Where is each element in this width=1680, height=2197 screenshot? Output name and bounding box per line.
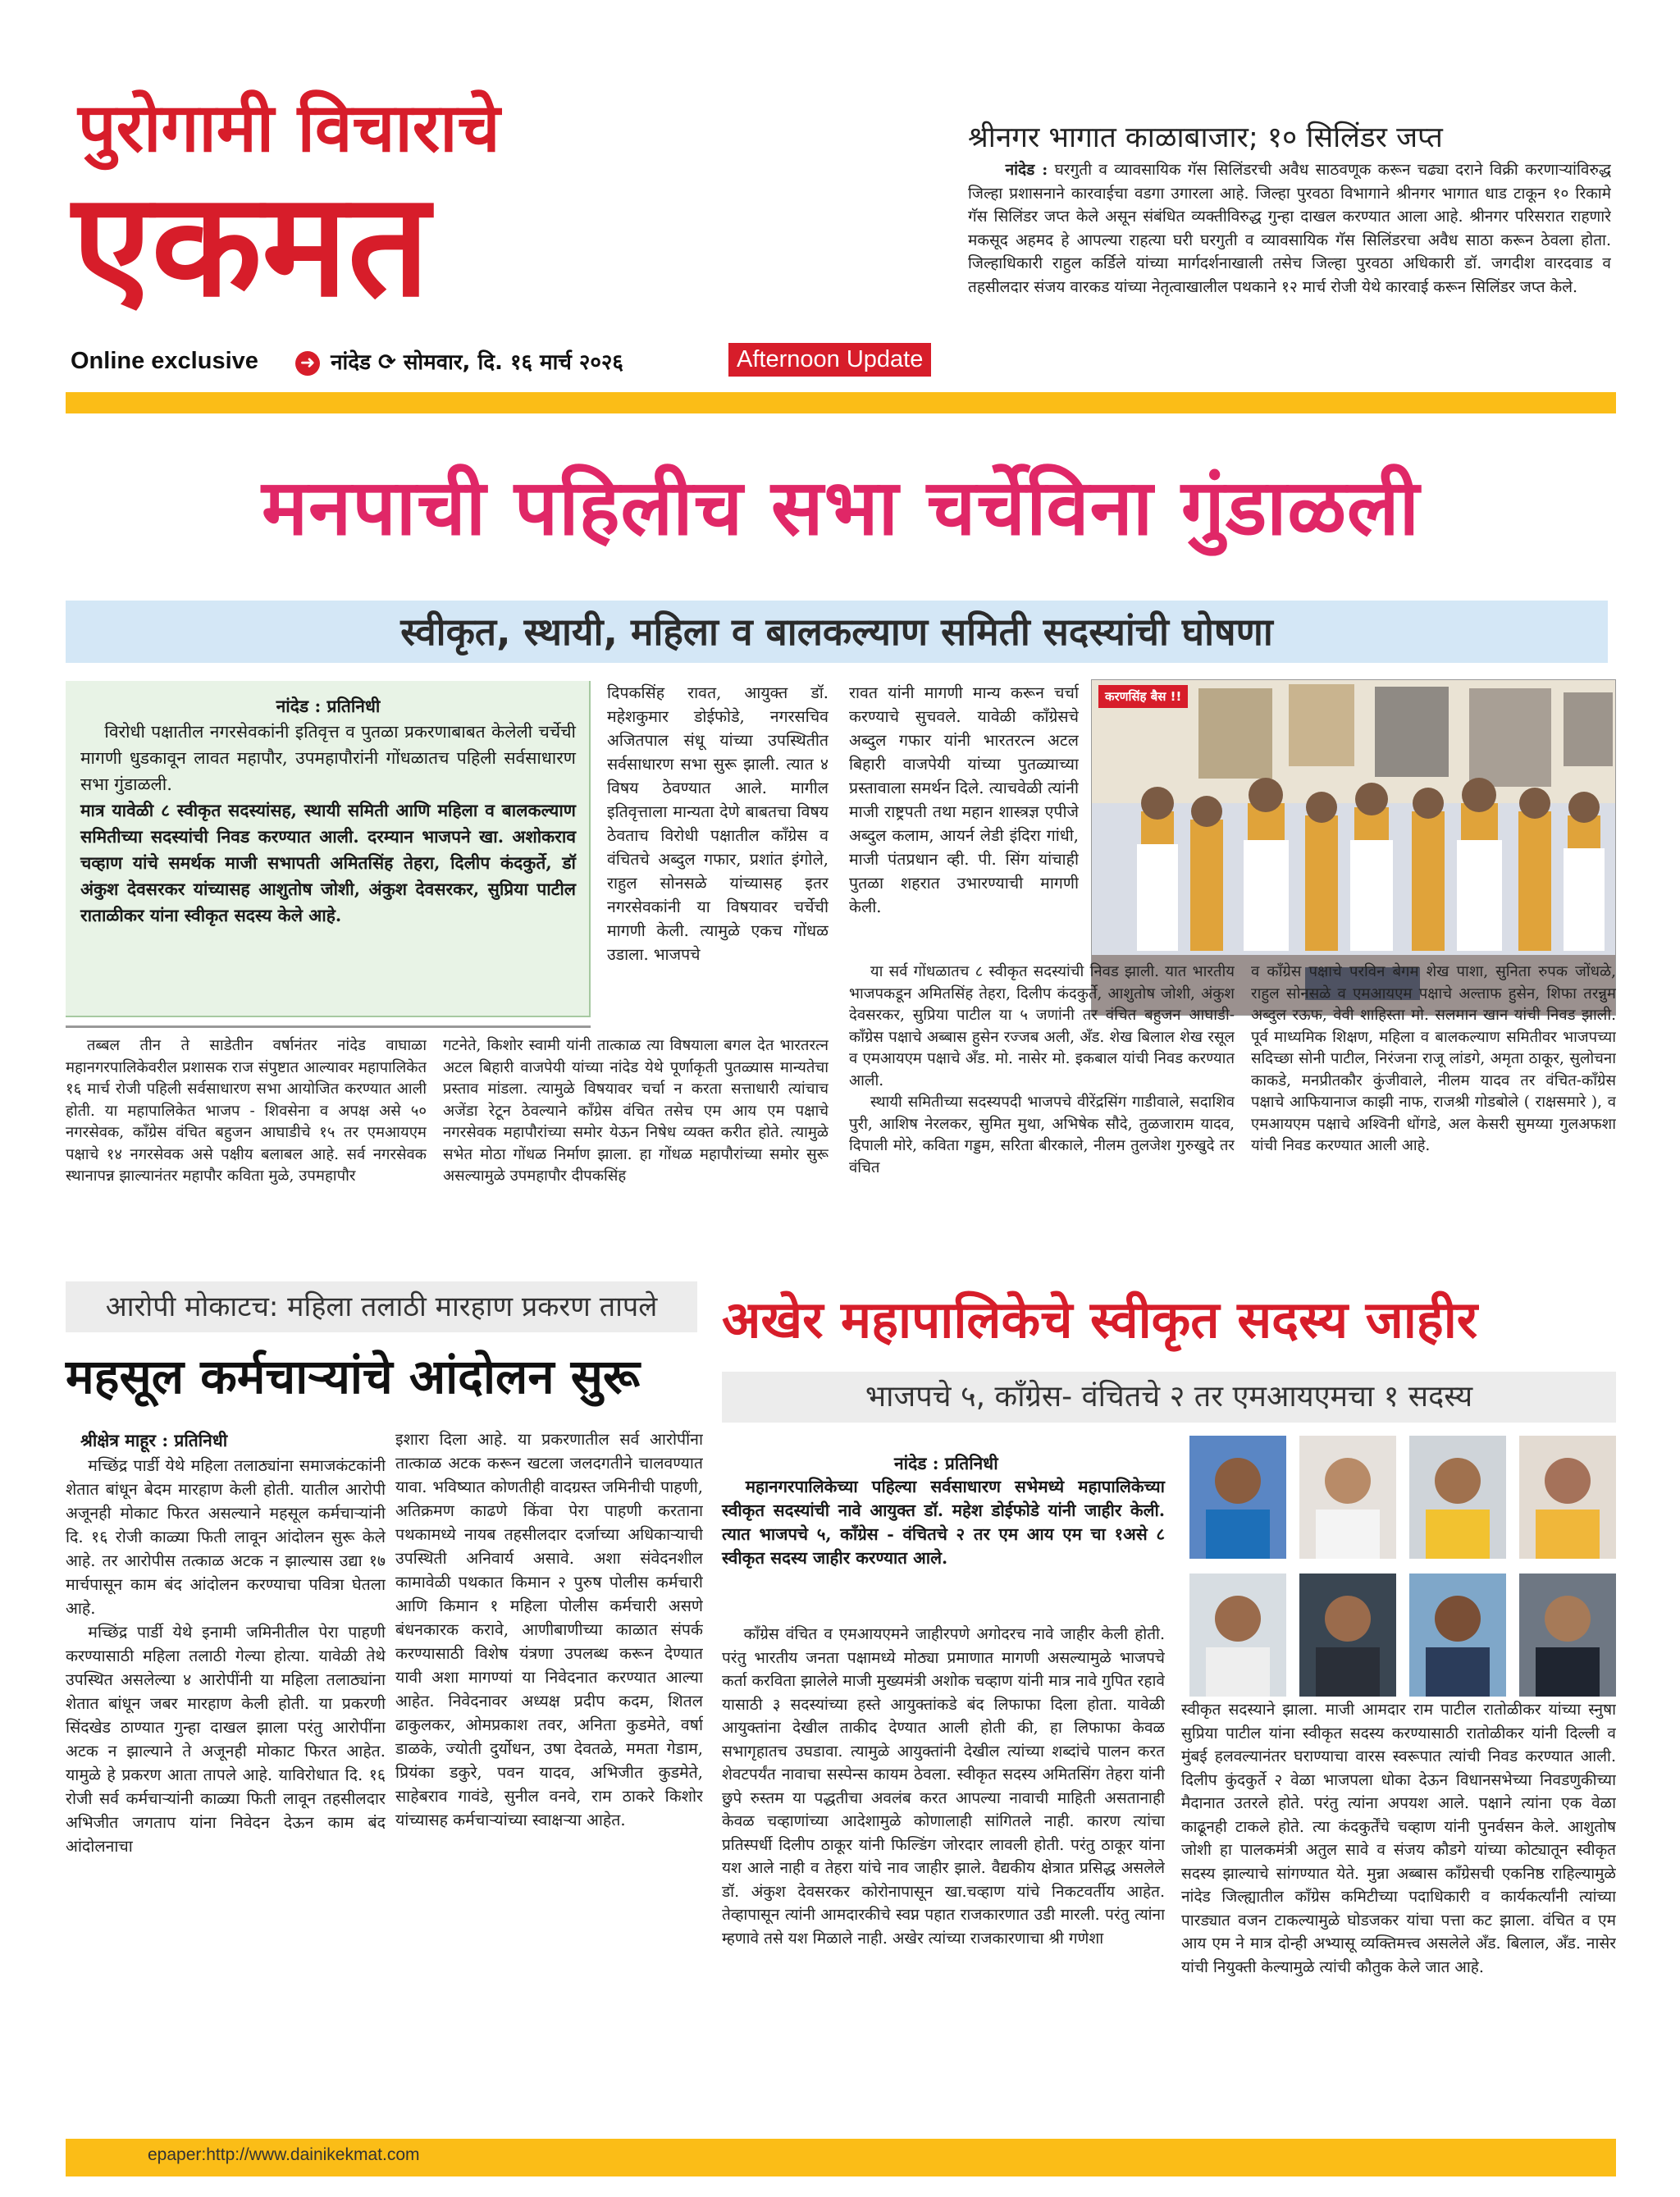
lead-headline: मनपाची पहिलीच सभा चर्चेविना गुंडाळली <box>261 464 1421 553</box>
right-intro: महानगरपालिकेच्या पहिल्या सर्वसाधारण सभेमध्ये महापालिकेच्या स्वीकृत सदस्यांची नावे आयुक्त डॉ. महेश डोईफोडे यांनी जाहीर केली. त्यात भाजपचे ५, काँग्रेस - वंचितचे २ तर एम आय एम चा १असे ८ स्वीकृत सदस्य जाहीर करण्यात आले. <box>722 1477 1165 1568</box>
right-col-a-text: काँग्रेस वंचित व एमआयएमने जाहीरपणे अगोदरच नावे जाहीर केली होती. परंतु भारतीय जनता पक्षामध्ये मोठ्या प्रमाणात मागणी असल्यामुळे भाजपचे कर्ता करविता झालेले माजी मुख्यमंत्री अशोक चव्हाण यांनी मात्र नावे गुपित रहावे यासाठी ३ सदस्यांच्या हस्ते आयुक्तांकडे बंद लिफाफा दिला होता. यावेळी आयुक्तांना देखील ताकीद देण्यात आली होती की, हा लिफाफा केवळ सभागृहातच उघडावा. त्यामुळे आयुक्तांनी देखील त्यांच्या शब्दांचे पालन करत शेवटपर्यंत नावाचा सस्पेन्स कायम ठेवला. स्वीकृत सदस्य अमितसिंग तेहरा यांनी छुपे रुस्तम या पद्धतीचा अवलंब करत आपल्या नावाची माहिती असतानाही केवळ चव्हाणांच्या आदेशामुळे कोणालाही सांगितले नाही. कारण त्यांचा प्रतिस्पर्धी दिलीप ठाकूर यांनी फिल्डिंग जोरदार लावली होती. परंतु ठाकूर यांना यश आले नाही व तेहरा यांचे नाव जाहीर झाले. वैद्यकीय क्षेत्रात प्रसिद्ध असलेले डॉ. अंकुश देवसरकर कोरोनापासून खा.चव्हाण यांचे निकटवर्तीय आहेत. तेव्हापासून त्यांनी आमदारकीचे स्वप्न पहात राजकारणात उडी मारली. परंतु त्यांना म्हणावे तसे यश मिळाले नाही. अखेर त्यांच्या राजकारणाचा श्री गणेशा <box>722 1625 1165 1948</box>
brief-body <box>968 158 1611 299</box>
right-dateline: नांदेड : प्रतिनिधी <box>894 1453 998 1473</box>
portrait-5 <box>1189 1574 1286 1697</box>
portrait-4 <box>1519 1436 1616 1559</box>
masthead-dateline <box>295 346 623 376</box>
lead-row-a <box>66 1035 427 1269</box>
left-column-b <box>395 1427 703 2117</box>
photo-badge: करणसिंह बैस !! <box>1098 685 1188 708</box>
lead-column-b <box>607 681 829 1025</box>
edition-badge: Afternoon Update <box>728 343 931 377</box>
right-column-b <box>1181 1698 1616 2117</box>
portrait-2 <box>1299 1436 1396 1559</box>
divider-bar <box>66 392 1616 413</box>
portrait-3 <box>1409 1436 1506 1559</box>
rule <box>66 1025 591 1028</box>
left-col-b-text: इशारा दिला आहे. या प्रकरणातील सर्व आरोपींना तात्काळ अटक करून खटला जलदगतीने चालवण्यात यावा. भविष्यात कोणतीही वादग्रस्त जमिनीची पाहणी, अतिक्रमण काढणे किंवा पेरा पाहणी करताना पथकामध्ये नायब तहसीलदार दर्जाच्या अधिकाऱ्याची उपस्थिती अनिवार्य असावे. अशा संवेदनशील कामावेळी पथकात किमान २ पुरुष पोलीस कर्मचारी आणि किमान १ महिला पोलीस कर्मचारी असणे बंधनकारक करावे, आणीबाणीच्या काळात संपर्क करण्यासाठी विशेष यंत्रणा उपलब्ध करून देण्यात यावी अशा मागण्यां या निवेदनात करण्यात आल्या आहेत. निवेदनावर अध्यक्ष प्रदीप कदम, शितल ढाकुलकर, ओमप्रकाश तवर, अनिता कुडमेते, वर्षा डाळके, ज्योती दुर्योधन, उषा देवतळे, ममता गेडाम, प्रियंका डकुरे, पवन यादव, अभिजीत कुडमेते, साहेबराव गावंडे, सुनील वनवे, राम ठाकरे किशोर यांच्यासह कर्मचाऱ्यांच्या स्वाक्षऱ्या आहेत. <box>395 1430 703 1829</box>
portrait-8 <box>1519 1574 1616 1697</box>
footer-url[interactable]: epaper:http://www.dainikekmat.com <box>148 2145 420 2164</box>
lead-subheadline: स्वीकृत, स्थायी, महिला व बालकल्याण समिती सदस्यांची घोषणा <box>66 601 1608 663</box>
masthead-logo: एकमत <box>72 162 430 329</box>
arrow-right-icon: ➜ <box>295 351 320 376</box>
dateline-date: सोमवार, दि. १६ मार्च २०२६ <box>403 350 623 375</box>
lead-row-c1-text: या सर्व गोंधळातच ८ स्वीकृत सदस्यांची निवड झाली. यात भारतीय भाजपकडून अमितसिंह तेहरा, दिलीप कंदकुर्ते, आशुतोष जोशी, अंकुश देवसरकर, सुप्रिया पाटील या ५ जणांनी तर वंचित बहुजन आघाडी-काँग्रेस पक्षाचे अब्बास हुसेन रज्जब अली, अँड. शेख बिलाल शेख रसूल व एमआयएम पक्षाचे अँड. मो. नासेर मो. इकबाल यांची निवड करण्यात आली. <box>849 963 1235 1089</box>
portrait-7 <box>1409 1574 1506 1697</box>
lead-row-c2-text: स्थायी समितीच्या सदस्यपदी भाजपचे वीरेंद्रसिंग गाडीवाले, सदाशिव पुरी, आशिष नेरलकर, सुमित मुथा, अभिषेक सौदे, तुळजाराम यादव, दिपाली मोरे, कविता गड्डम, सरिता बीरकाले, नीलम तुलजेश गुरुखुदे तर वंचित <box>849 1094 1235 1176</box>
lead-intro-box <box>66 681 591 1017</box>
lead-row-a-text: तब्बल तीन ते साडेतीन वर्षानंतर नांदेड वाघाळा महानगरपालिकेवरील प्रशासक राज संपुष्टात आल्यावर महापालिकेत १६ मार्च रोजी पहिली सर्वसाधारण सभा आयोजित करण्यात आली होती. या महापालिकेत भाजप - शिवसेना व अपक्ष असे ५० नगरसेवक, काँग्रेस वंचित बहुजन आघाडीचे १५ तर एमआयएम पक्षाचे १४ नगरसेवक असे पक्षीय बलाबल आहे. सर्व नगरसेवक स्थानापन्न झाल्यानंतर महापौर कविता मुळे, उपमहापौर <box>66 1037 427 1185</box>
dateline-city: नांदेड <box>331 350 371 375</box>
lead-row-d-text: व काँग्रेस पक्षाचे परविन बेगम शेख पाशा, सुनिता रुपक जोंधळे, राहुल सोनसळे व एमआयएम पक्षाचे अल्ताफ हुसेन, शिफा तरन्नुम अब्दुल रऊफ, वेवी शाहिस्ता मो. सलमान खान यांची निवड झाली. पूर्व माध्यमिक शिक्षण, महिला व बालकल्याण समितीवर भाजपच्या सदिच्छा सोनी पाटील, निरंजना राजू लांडगे, अमृता ठाकूर, सुलोचना काकडे, मनप्रीतकौर कुंजीवाले, नीलम यादव तर वंचित-काँग्रेस पक्षाचे आफियानाज काझी नाफ, राजश्री गोडबोले ( राक्षसमारे ), व एमआयएम पक्षाचे अश्विनी धोंगडे, अल केसरी सुमय्या गुलअफशा यांची निवड करण्यात आली आहे. <box>1251 963 1616 1154</box>
right-col-b-text: स्वीकृत सदस्याने झाला. माजी आमदार राम पाटील रातोळीकर यांच्या स्नुषा सुप्रिया पाटील यांना स्वीकृत सदस्य करण्यासाठी रातोळीकर यांनी दिल्ली व मुंबई हलवल्यानंतर घराण्याचा वारस स्वरूपात त्यांची निवड करण्यात आली. दिलीप कुंदकुर्ते २ वेळा भाजपला धोका देऊन विधानसभेच्या निवडणुकीच्या मैदानात उतरले होते. परंतु त्यांना अपयश आले. पक्षाने त्यांना एक वेळा काढूनही टाकले होते. त्या कंदकुर्तेंचे चव्हाण यांनी पुनर्वसन केले. आशुतोष जोशी हा पालकमंत्री अतुल सावे व संजय कौडगे यांच्या कोट्यातून स्वीकृत सदस्य झाल्याचे सांगण्यात येते. मुन्ना अब्बास काँग्रेसची एकनिष्ठ राहिल्यामुळे नांदेड जिल्ह्यातील काँग्रेस कमिटीच्या पदाधिकारी व कार्यकर्त्यांनी त्यांच्या पारड्यात वजन टाकल्यामुळे घोडजकर यांचा पत्ता कट झाला. वंचित व एम आय एम ने मात्र दोन्ही अभ्यासू व्यक्तिमत्त्व असलेले अँड. बिलाल, अँड. नासेर यांची नियुक्ती केल्यामुळे त्यांची कौतुक केले जात आहे. <box>1181 1701 1616 1976</box>
brief-headline: श्रीनगर भागात काळाबाजार; १० सिलिंडर जप्त <box>968 121 1443 154</box>
lead-intro-1: विरोधी पक्षातील नगरसेवकांनी इतिवृत्त व पुतळा प्रकरणाबाबत केलेली चर्चेची मागणी धुडकावून लावत महापौर, उपमहापौरांनी गोंधळातच पहिली सर्वसाधारण सभा गुंडाळली. <box>80 722 576 794</box>
lead-row-b <box>443 1035 829 1269</box>
brief-text: घरगुती व व्यावसायिक गॅस सिलिंडरची अवैध साठवणूक करून चढ्या दराने विक्री करणाऱ्यांविरुद्ध जिल्हा प्रशासनाने कारवाईचा वडगा उगारला आहे. जिल्हा पुरवठा विभागाने श्रीनगर भागात धाड टाकून १० रिकामे गॅस सिलिंडर जप्त केले असून संबंधित व्यक्तीविरुद्ध गुन्हा दाखल करण्यात आला आहे. श्रीनगर परिसरात राहणारे मकसूद अहमद हे आपल्या राहत्या घरी घरगुती व व्यावसायिक गॅस सिलिंडरचा अवैध साठा करून ठेवला होता. जिल्हाधिकारी राहुल कर्डिले यांच्या मार्गदर्शनाखाली तसेच जिल्हा पुरवठा अधिकारी डॉ. जगदीश वारदवाड व तहसीलदार संजय वारकड यांच्या नेतृत्वाखालील पथकाने १२ मार्च रोजी येथे कारवाई करून सिलिंडर जप्त केले. <box>968 161 1611 296</box>
right-subheadline: भाजपचे ५, काँग्रेस- वंचितचे २ तर एमआयएमचा १ सदस्य <box>722 1372 1616 1423</box>
portrait-6 <box>1299 1574 1396 1697</box>
left-col-a2-text: मच्छिंद्र पार्डी येथे इनामी जमिनीतील पेरा पाहणी करण्यासाठी महिला तलाठी गेल्या होत्या. यावेळी तेथे उपस्थित असलेल्या ४ आरोपींनी या महिला तलाठ्यांना शेतात बांधून जबर मारहाण केली होती. या प्रकरणी सिंदखेड ठाण्यात गुन्हा दाखल झाला परंतु आरोपींना अटक न झाल्याने ते अजूनही मोकाट फिरत आहेत. यामुळे हे प्रकरण आता तापले आहे. याविरोधात दि. १६ रोजी सर्व कर्मचाऱ्यांनी काळ्या फिती लावून तहसीलदार अभिजीत जगताप यांना निवेदन देऊन काम बंद आंदोलनाचा <box>66 1623 386 1856</box>
lead-row-b-text: गटनेते, किशोर स्वामी यांनी तात्काळ त्या विषयाला बगल देत भारतरत्न अटल बिहारी वाजपेयी यांच्या नांदेड येथे पूर्णाकृती पुतळ्यास मान्यतेचा प्रस्ताव मांडला. त्यामुळे विषयावर चर्चा न करता सत्ताधारी त्यांचाच अजेंडा रेटून ठेवल्याने काँग्रेस वंचित तसेच एम आय एम पक्षाचे नगरसेवक महापौरांच्या समोर येऊन निषेध व्यक्त करीत होते. त्यामुळे सभेत मोठा गोंधळ निर्माण झाला. हा गोंधळ महापौरांच्या समोर सुरू असल्यामुळे उपमहापौर दीपकसिंह <box>443 1037 829 1185</box>
left-column-a <box>66 1454 386 2117</box>
brief-dateline: नांदेड : <box>1005 161 1048 179</box>
lead-dateline: नांदेड : प्रतिनिधी <box>276 696 381 716</box>
refresh-icon: ⟳ <box>378 350 404 375</box>
left-headline: महसूल कर्मचाऱ्यांचे आंदोलन सुरू <box>66 1349 640 1405</box>
lead-column-c <box>849 681 1079 964</box>
masthead-tagline: पुरोगामी विचाराचे <box>78 89 500 167</box>
online-exclusive-label: Online exclusive <box>71 348 258 374</box>
lead-intro-2: मात्र यावेळी ८ स्वीकृत सदस्यांसह, स्थायी समिती आणि महिला व बालकल्याण समितीच्या सदस्यांची निवड करण्यात आली. दरम्यान भाजपने खा. अशोकराव चव्हाण यांचे समर्थक माजी सभापती अमितसिंह तेहरा, दिलीप कंदकुर्ते, डॉ अंकुश देवसरकर यांच्यासह आशुतोष जोशी, अंकुश देवसरकर, सुप्रिया पाटील राताळीकर यांना स्वीकृत सदस्य केले आहे. <box>80 800 576 925</box>
lead-row-d <box>1251 961 1616 1269</box>
lead-col-c-text: रावत यांनी मागणी मान्य करून चर्चा करण्याचे सुचवले. यावेळी काँग्रेसचे अब्दुल गफार यांनी भारतरत्न अटल बिहारी वाजपेयी यांच्या पुतळ्याच्या प्रस्तावाला समर्थन दिले. त्याचवेळी त्यांनी माजी राष्ट्रपती तथा महान शास्त्रज्ञ एपीजे अब्दुल कलाम, आयर्न लेडी इंदिरा गांधी, माजी पंतप्रधान व्ही. पी. सिंग यांचाही पुतळा शहरात उभारण्याची मागणी केली. <box>849 683 1079 916</box>
portrait-1 <box>1189 1436 1286 1559</box>
right-headline: अखेर महापालिकेचे स्वीकृत सदस्य जाहीर <box>722 1290 1478 1350</box>
left-kicker: आरोपी मोकाटच: महिला तलाठी मारहाण प्रकरण तापले <box>66 1281 697 1332</box>
left-dateline: श्रीक्षेत्र माहूर : प्रतिनिधी <box>80 1430 228 1450</box>
left-col-a1-text: मच्छिंद्र पार्डी येथे महिला तलाठ्यांना समाजकंटकांनी शेतात बांधून बेदम मारहाण केली होती. यातील आरोपी अजूनही मोकाट फिरत असल्याने महसूल कर्मचाऱ्यांनी दि. १६ रोजी काळ्या फिती लावून आंदोलन सुरू केले आहे. तर आरोपीस तत्काळ अटक न झाल्यास उद्या १७ मार्चपासून काम बंद आंदोलन करण्याचा पवित्रा घेतला आहे. <box>66 1456 386 1618</box>
right-column-a <box>722 1623 1165 2117</box>
lead-col-b-text: दिपकसिंह रावत, आयुक्त डॉ. महेशकुमार डोईफोडे, नगरसचिव अजितपाल संधू यांच्या उपस्थितीत सर्वसाधारण सभा सुरू झाली. त्यात ४ विषय ठेवण्यात आले. मागील इतिवृत्ताला मान्यता देणे बाबतचा विषय ठेवताच विरोधी पक्षातील काँग्रेस व वंचितचे अब्दुल गफार, प्रशांत इंगोले, राहुल सोनसळे यांच्यासह इतर नगरसेवकांनी या विषयावर चर्चेची मागणी केली. त्यामुळे एकच गोंधळ उडाला. भाजपचे <box>607 683 829 964</box>
lead-row-c <box>849 961 1235 1269</box>
